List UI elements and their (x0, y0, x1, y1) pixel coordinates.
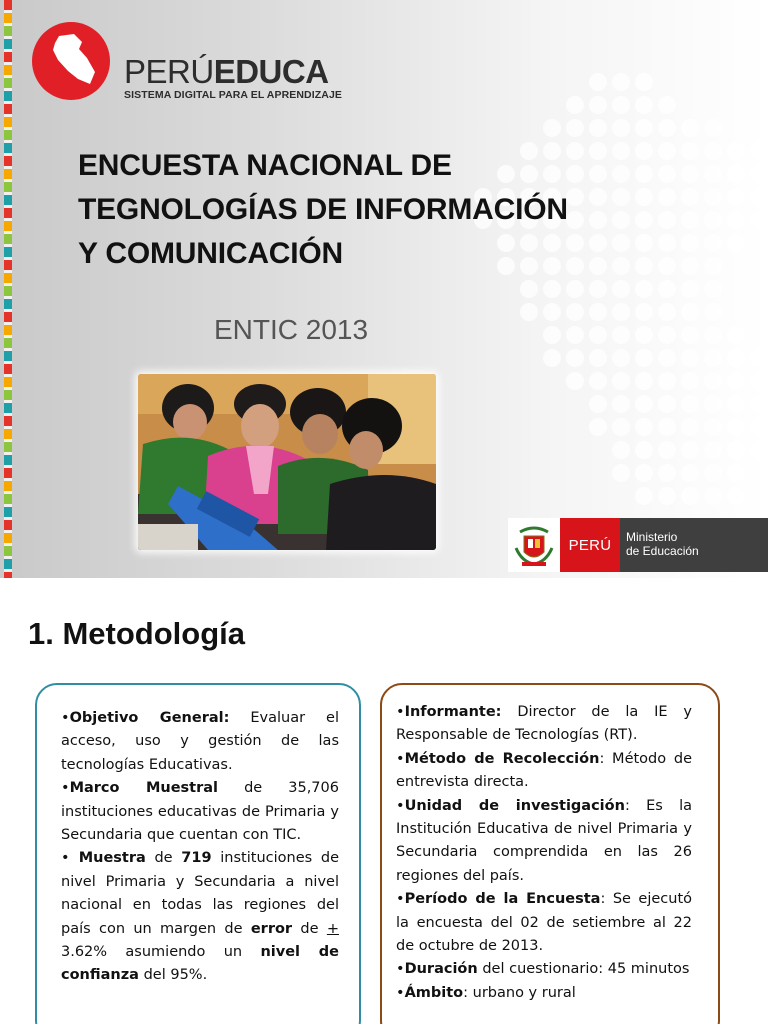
government-logo (508, 518, 768, 572)
methodology-slide (0, 578, 768, 1024)
list-item-research-unit: •Unidad de investigación: Es la Institución Educativa de nivel Primaria y Secundaria comprendida en las 26 regiones del país. (396, 797, 692, 884)
students-photo (138, 374, 436, 550)
brand-name: PERÚEDUCA (124, 53, 329, 90)
brand-tagline: SISTEMA DIGITAL PARA EL APRENDIZAJE (124, 89, 342, 101)
slide-title: ENCUESTA NACIONAL DE TEGNOLOGÍAS DE INFORMACIÓN Y COMUNICACIÓN (78, 149, 568, 270)
coat-of-arms-icon (508, 518, 560, 572)
slide-subtitle: ENTIC 2013 (214, 314, 369, 345)
list-item-sample: • Muestra de 719 instituciones de nivel Primaria y Secundaria a nivel nacional en todas las regiones del país con un margen de error de + 3.62% asumiendo un nivel de confianza del 95%. (61, 850, 339, 984)
list-item-survey-period: •Período de la Encuesta: Se ejecutó la encuesta del 02 de setiembre al 22 de octubre de 2013. (396, 891, 692, 955)
list-item-scope: •Ámbito: urbano y rural (396, 984, 576, 1001)
list-item-collection-method: •Método de Recolección: Método de entrevista directa. (396, 750, 692, 791)
left-info-panel (35, 683, 361, 1024)
peru-dot-map-decoration (470, 70, 768, 510)
list-item-objective: •Objetivo General: Evaluar el acceso, uso y gestión de las tecnologías Educativas. (61, 710, 339, 773)
peru-educa-logo-icon (32, 22, 110, 100)
gov-country-label: PERÚ (560, 518, 620, 572)
list-item-sample-frame: •Marco Muestral de 35,706 instituciones educativas de Primaria y Secundaria que cuentan con TIC. (61, 780, 339, 844)
right-info-panel (380, 683, 720, 1024)
section-heading: 1. Metodología (28, 616, 245, 651)
list-item-informant: •Informante: Director de la IE y Responsable de Tecnologías (RT). (396, 704, 692, 744)
gov-ministry-label: Ministerio de Educación (620, 518, 768, 572)
color-strip-decoration (4, 0, 12, 578)
list-item-duration: •Duración del cuestionario: 45 minutos (396, 961, 690, 978)
